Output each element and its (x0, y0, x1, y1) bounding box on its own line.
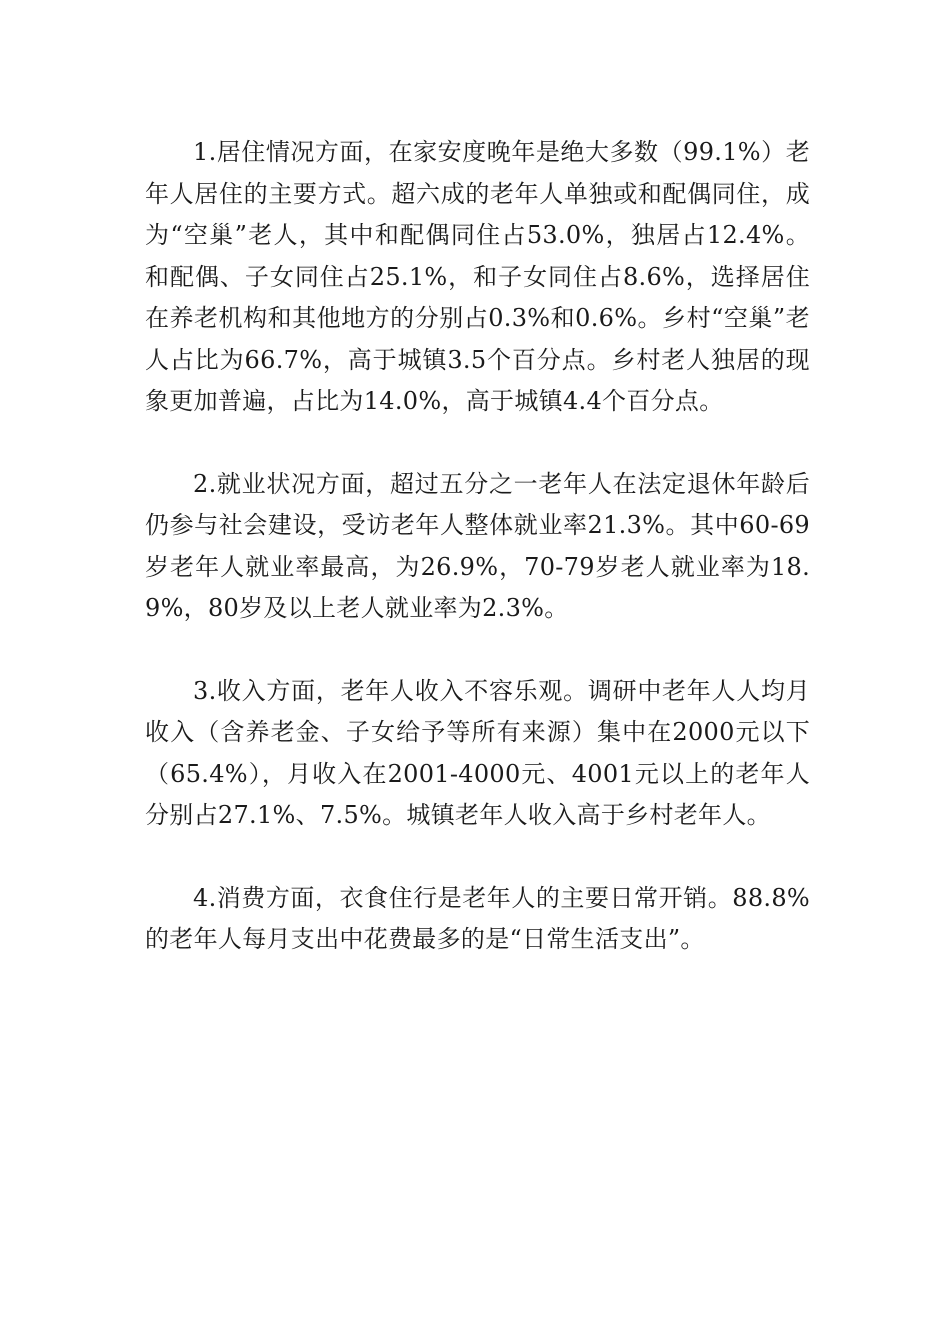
paragraph-income: 3.收入方面，老年人收入不容乐观。调研中老年人人均月收入（含养老金、子女给予等所有来源）集中在2000元以下（65.4%），月收入在2001-4000元、4001元以上的老年人分别占27.1%、7.5%。城镇老年人收入高于乡村老年人。 (145, 676, 810, 829)
paragraph-residence: 1.居住情况方面，在家安度晚年是绝大多数（99.1%）老年人居住的主要方式。超六成的老年人单独或和配偶同住，成为“空巢”老人，其中和配偶同住占53.0%，独居占12.4%。和配偶、子女同住占25.1%，和子女同住占8.6%，选择居住在养老机构和其他地方的分别占0.3%和0.6%。乡村“空巢”老人占比为66.7%，高于城镇3.5个百分点。乡村老人独居的现象更加普遍，占比为14.0%，高于城镇4.4个百分点。 (145, 138, 810, 415)
document-body (145, 132, 810, 961)
paragraph-consumption: 4.消费方面，衣食住行是老年人的主要日常开销。88.8%的老年人每月支出中花费最多的是“日常生活支出”。 (145, 883, 810, 953)
paragraph-employment: 2.就业状况方面，超过五分之一老年人在法定退休年龄后仍参与社会建设，受访老年人整体就业率21.3%。其中60-69岁老年人就业率最高，为26.9%，70-79岁老人就业率为18.9%，80岁及以上老人就业率为2.3%。 (145, 469, 810, 622)
